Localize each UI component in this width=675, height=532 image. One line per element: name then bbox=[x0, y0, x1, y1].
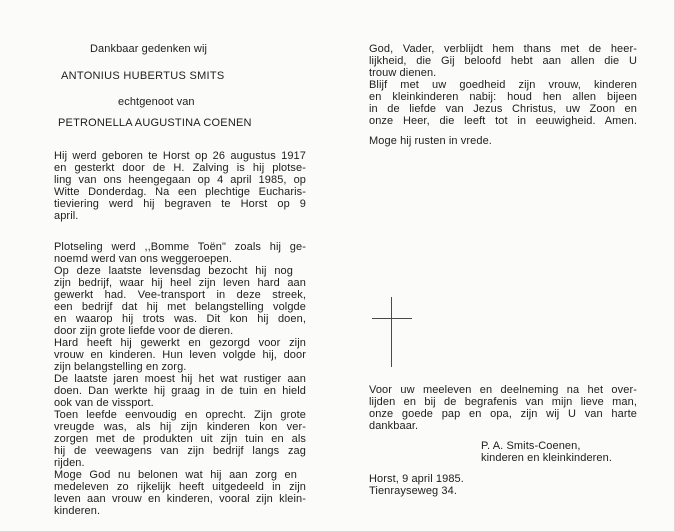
thanks-line: Voor uw meeleven en deelneming na het over- bbox=[369, 384, 637, 396]
cross-icon bbox=[391, 297, 392, 367]
life-line: hij de veewagens van zijn bedrijf langs zag bbox=[54, 445, 306, 457]
thanks-line: lijden en bij de begrafenis van mijn lieve man, bbox=[369, 396, 637, 408]
signature-family: kinderen en kleinkinderen. bbox=[481, 452, 613, 464]
bio-line: april. bbox=[54, 210, 79, 222]
life-line: Toen leefde eenvoudig en oprecht. Zijn grote bbox=[54, 409, 306, 421]
life-line: Plotseling werd ,,Bomme Toën" zoals hij ge- bbox=[54, 241, 306, 253]
life-line: en waarop hij trots was. Dit kon hij doen, bbox=[54, 313, 306, 325]
prayer-line: Blijf met uw goedheid zijn vrouw, kinderen bbox=[369, 79, 637, 91]
rest-in-peace: Moge hij rusten in vrede. bbox=[369, 135, 492, 147]
bio-line: tieviering werd hij begraven te Horst op 9 bbox=[54, 198, 306, 210]
spouse-name: PETRONELLA AUGUSTINA COENEN bbox=[58, 117, 252, 129]
life-line: door zijn grote liefde voor de dieren. bbox=[54, 325, 234, 337]
bio-line: Witte Donderdag. Na een plechtige Eucharis- bbox=[54, 186, 306, 198]
life-line: De laatste jaren moest hij het wat rustiger aan bbox=[54, 373, 306, 385]
intro-text: Dankbaar gedenken wij bbox=[90, 43, 208, 55]
life-line: noemd werd van ons weggeroepen. bbox=[54, 253, 232, 265]
bio-line: Hij werd geboren te Horst op 26 augustus 1917 bbox=[54, 150, 306, 162]
place-date: Horst, 9 april 1985. bbox=[369, 473, 464, 485]
life-line: rijden. bbox=[54, 457, 85, 469]
life-line: Moge God nu belonen wat hij aan zorg en bbox=[54, 469, 297, 481]
life-line: ook van de vissport. bbox=[54, 397, 154, 409]
life-line: medeleven zo rijkelijk heeft uitgedeeld in zijn bbox=[54, 481, 306, 493]
life-line: kinderen. bbox=[54, 505, 101, 517]
thanks-line: onze goede pap en opa, zijn wij U van harte bbox=[369, 408, 637, 420]
prayer-line: lijkheid, die Gij beloofd hebt aan allen die U bbox=[369, 55, 637, 67]
bio-line: en gesterkt door de H. Zalving is hij plotse- bbox=[54, 162, 306, 174]
prayer-line: in de liefde van Jezus Christus, uw Zoon en bbox=[369, 103, 637, 115]
life-line: een bedrijf dat hij met belangstelling volgde bbox=[54, 301, 306, 313]
prayer-line: en kleinkinderen nabij: houd hen allen bijeen bbox=[369, 91, 637, 103]
life-line: doen. Dan werkte hij graag in de tuin en hield bbox=[54, 385, 306, 397]
deceased-name: ANTONIUS HUBERTUS SMITS bbox=[61, 70, 225, 82]
life-line: Hard heeft hij gewerkt en gezorgd voor zijn bbox=[54, 337, 306, 349]
signature-name: P. A. Smits-Coenen, bbox=[481, 440, 581, 452]
thanks-line: dankbaar. bbox=[369, 420, 419, 432]
prayer-line: onze Heer, die leeft tot in eeuwigheid. Amen. bbox=[369, 115, 637, 127]
prayer-line: God, Vader, verblijdt hem thans met de heer- bbox=[369, 43, 637, 55]
life-line: gewerkt had. Vee-transport in deze streek, bbox=[54, 289, 306, 301]
prayer-line: trouw dienen. bbox=[369, 67, 437, 79]
relation-text: echtgenoot van bbox=[118, 96, 195, 108]
life-line: vreugde was, als hij zijn kinderen kon ver- bbox=[54, 421, 306, 433]
life-line: zorgen met de produkten uit zijn tuin en als bbox=[54, 433, 306, 445]
life-line: zijn belangstelling en zorg. bbox=[54, 361, 187, 373]
life-line: leven aan vrouw en kinderen, vooral zijn klein- bbox=[54, 493, 306, 505]
life-line: zijn bedrijf, waar hij heel zijn leven hard aan bbox=[54, 277, 306, 289]
cross-icon-bar bbox=[372, 318, 412, 319]
life-line: vrouw en kinderen. Hun leven volgde hij, door bbox=[54, 349, 306, 361]
address: Tienrayseweg 34. bbox=[369, 485, 458, 497]
bio-line: ling van ons heengegaan op 4 april 1985, op bbox=[54, 174, 306, 186]
life-line: Op deze laatste levensdag bezocht hij nog bbox=[54, 265, 293, 277]
